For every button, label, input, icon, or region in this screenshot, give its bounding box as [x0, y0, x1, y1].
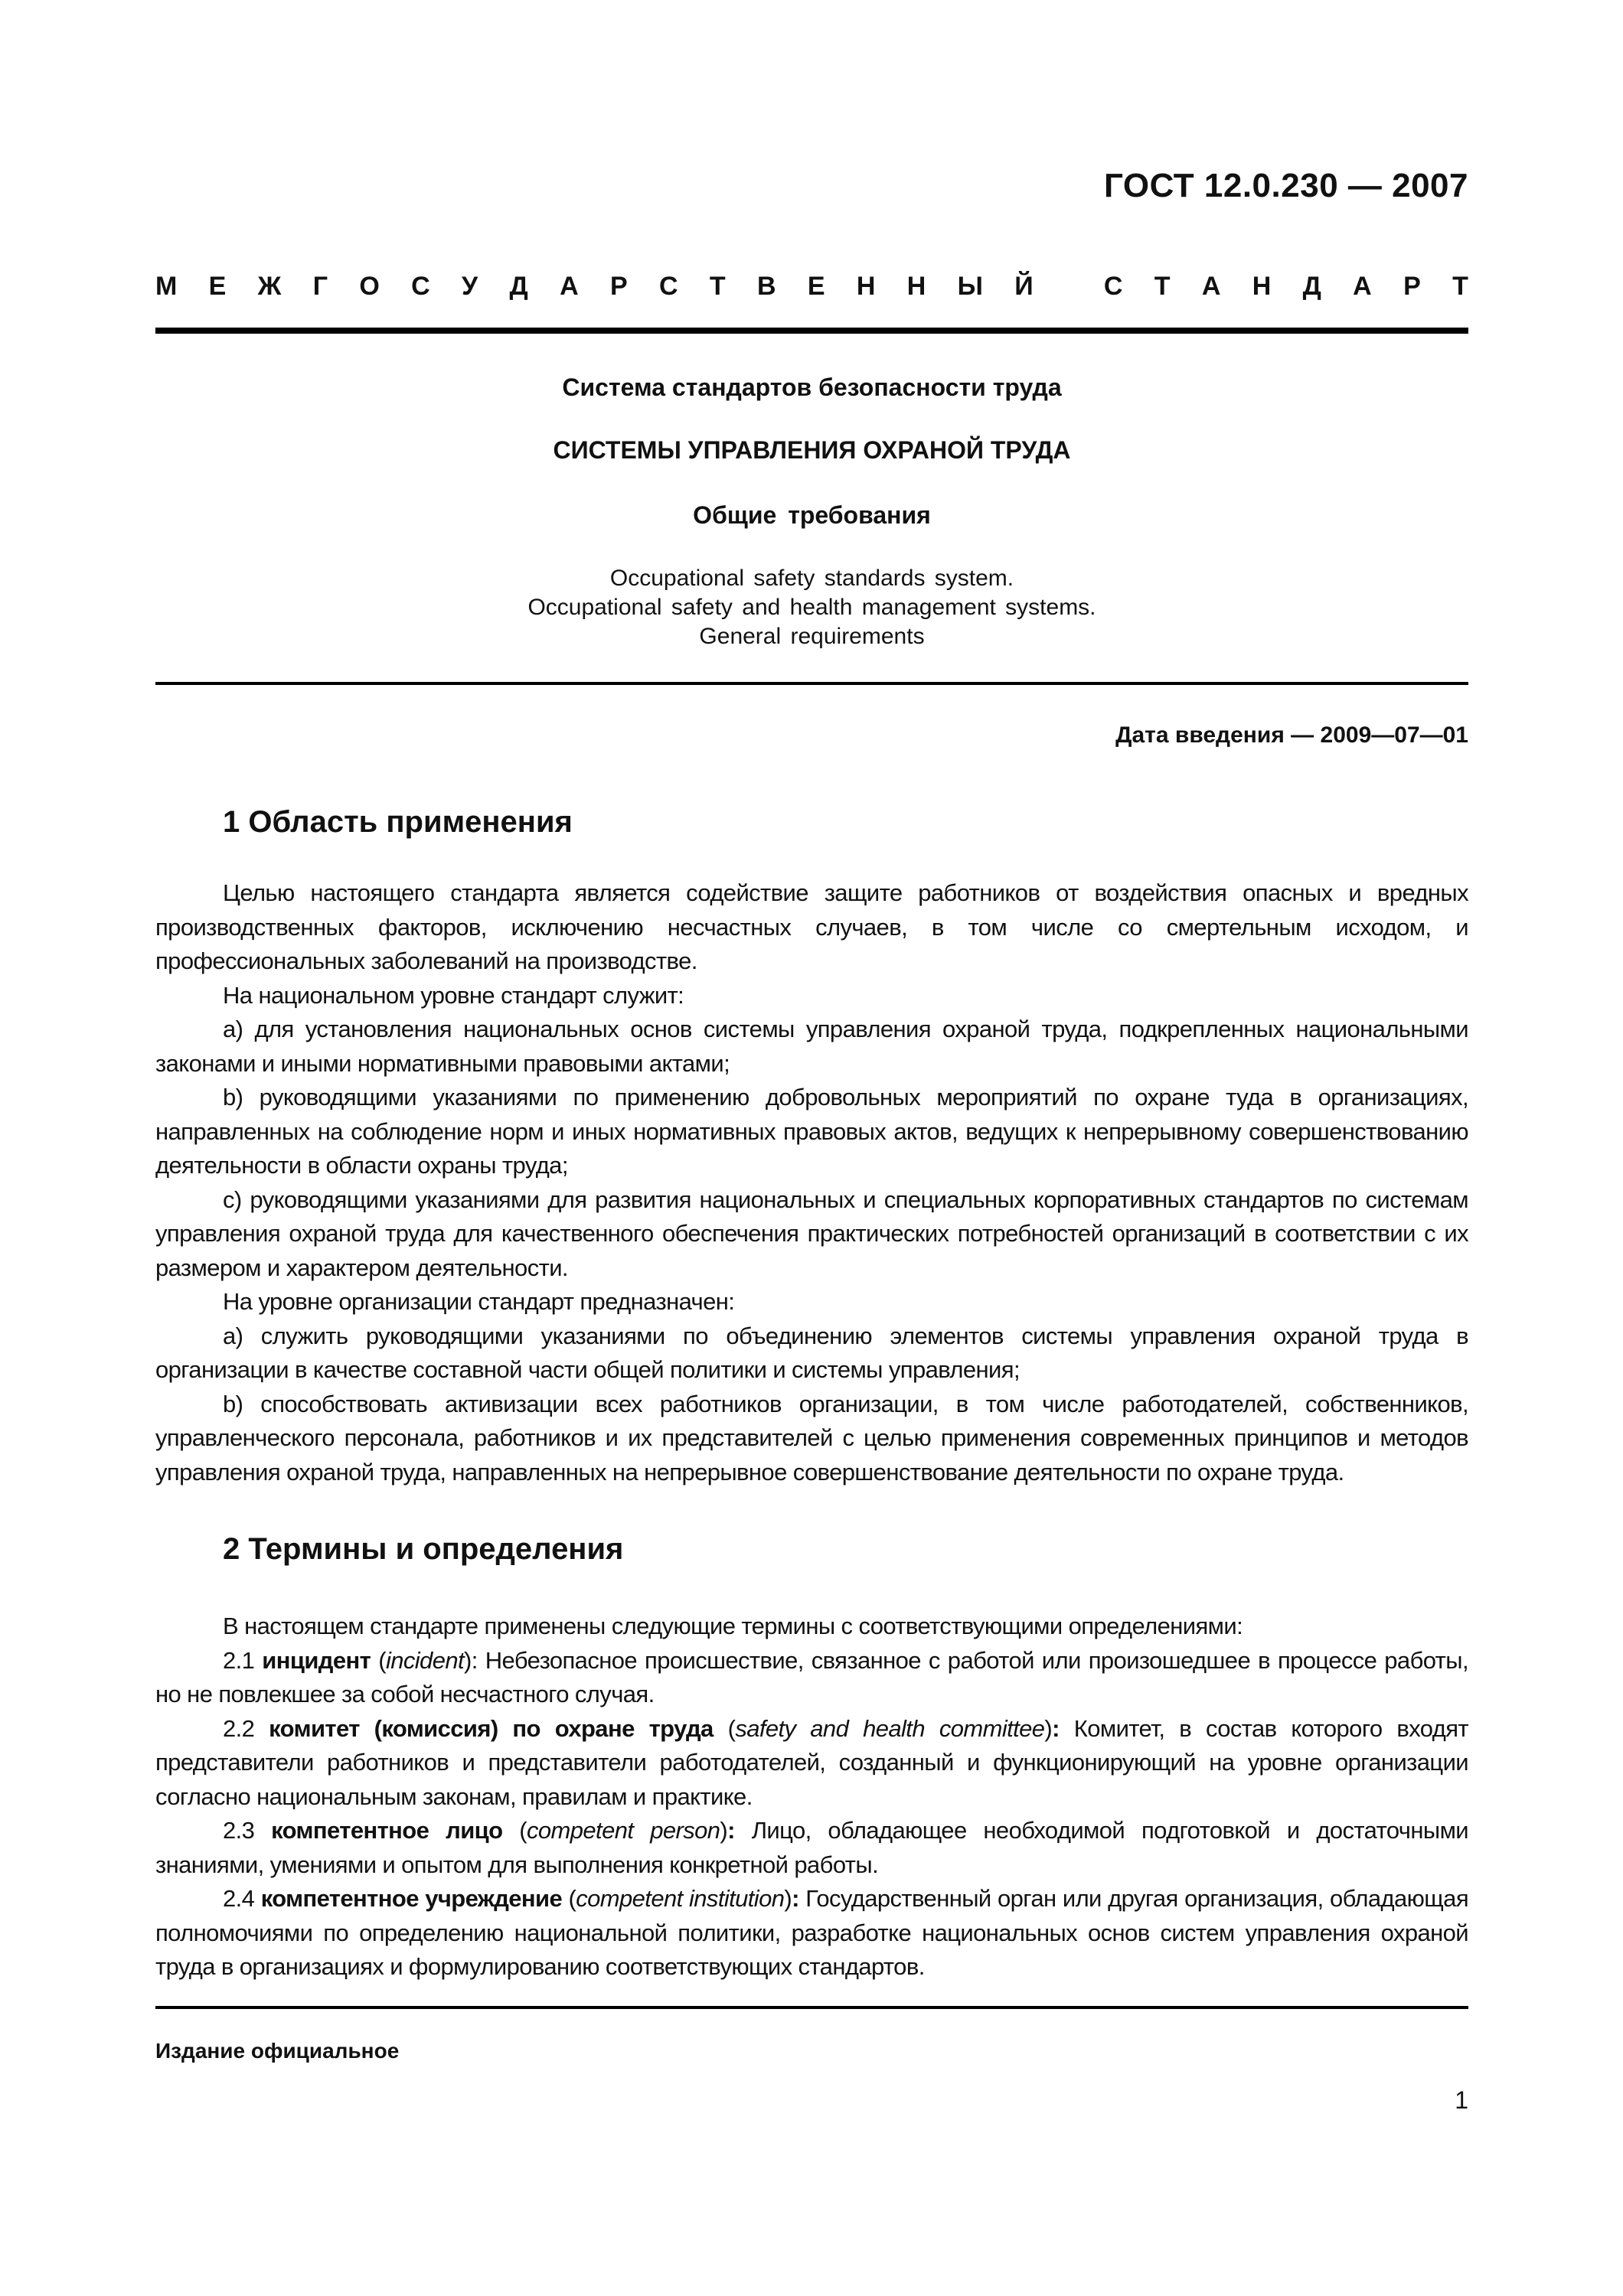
english-title-line: General requirements: [699, 624, 925, 649]
english-title-line: Occupational safety and health management systems.: [527, 595, 1096, 620]
section-2-heading: 2 Термины и определения: [223, 1532, 624, 1566]
banner-letter: О: [359, 272, 380, 301]
term-number: 2.4: [223, 1885, 255, 1912]
banner-letter: А: [1353, 272, 1372, 301]
term-english: competent institution: [576, 1885, 785, 1912]
term-definition: 2.4 компетентное учреждение (competent institution): Государственный орган или другая организация, обладающая полномочиями по определению национальной политики, разработке национальных основ систем управления охраной труда в организациях и формулированию соответствующих стандартов.: [155, 1885, 1469, 1980]
term-name: комитет (комиссия) по охране труда: [269, 1714, 714, 1742]
banner-letter: Н: [906, 272, 926, 301]
term-name: инцидент: [262, 1646, 371, 1674]
english-title-line: Occupational safety standards system.: [609, 566, 1014, 591]
term-english: safety and health committee: [735, 1714, 1045, 1742]
term-english: incident: [385, 1646, 464, 1674]
paragraph: На национальном уровне стандарт служит:: [223, 981, 684, 1009]
banner-letter: Д: [1302, 272, 1321, 301]
banner-letter: С: [1103, 272, 1123, 301]
introduction-date: Дата введения — 2009—07—01: [1115, 722, 1468, 748]
term-definition: 2.1 инцидент (incident): Небезопасное происшествие, связанное с работой или произошедшее в процессе работы, но не повлекшее за собой несчастного случая.: [155, 1646, 1468, 1707]
banner-letter: В: [756, 272, 776, 301]
banner-letter: Ы: [957, 272, 983, 301]
banner-letter: А: [560, 272, 579, 301]
term-definition: 2.2 комитет (комиссия) по охране труда (safety and health committee): Комитет, в состав которого входят представители работников и представители работодателей, созданный и функционирующий на уровне организации согласно национальным законам, правилам и практике.: [155, 1714, 1469, 1810]
term-name: компетентное лицо: [271, 1817, 503, 1844]
banner-letter: Н: [1252, 272, 1272, 301]
banner-letter: А: [1201, 272, 1221, 301]
term-number: 2.1: [223, 1646, 255, 1674]
paragraph: a) для установления национальных основ системы управления охраной труда, подкрепленных национальными законами и иными нормативными правовыми актами;: [155, 1016, 1468, 1077]
section-2-body: [155, 1609, 1468, 1985]
main-title: СИСТЕМЫ УПРАВЛЕНИЯ ОХРАНОЙ ТРУДА: [553, 436, 1071, 464]
term-definition: 2.3 компетентное лицо (competent person): Лицо, обладающее необходимой подготовкой и достаточными знаниями, умениями и опытом для выполнения конкретной работы.: [155, 1817, 1468, 1878]
banner-letter: [1065, 272, 1072, 302]
banner-letter: Г: [312, 272, 328, 301]
series-title: Система стандартов безопасности труда: [562, 373, 1062, 401]
official-edition-label: Издание официальное: [155, 2039, 400, 2063]
banner-letter: С: [411, 272, 430, 301]
banner-letter: Ж: [257, 272, 282, 301]
terms-intro: В настоящем стандарте применены следующие термины с соответствующими определениями:: [223, 1613, 1243, 1639]
banner-letter: Д: [509, 272, 528, 301]
english-title: [155, 564, 1468, 651]
paragraph: Целью настоящего стандарта является содействие защите работников от воздействия опасных и вредных производственных факторов, исключению несчастных случаев, в том числе со смертельным исходом, и профессиональных заболеваний на производстве.: [155, 879, 1468, 974]
header-thick-rule: [155, 328, 1468, 334]
banner-letter: Р: [609, 272, 628, 301]
banner-letter: Й: [1014, 272, 1034, 301]
interstate-standard-banner: [155, 272, 1468, 302]
banner-letter: У: [462, 272, 478, 301]
term-name: компетентное учреждение: [260, 1885, 563, 1912]
banner-letter: М: [155, 272, 178, 301]
banner-letter: Е: [208, 272, 227, 301]
sub-title: Общие требования: [693, 501, 931, 529]
paragraph: На уровне организации стандарт предназначен:: [223, 1288, 735, 1315]
banner-letter: С: [658, 272, 678, 301]
term-number: 2.2: [223, 1714, 255, 1742]
banner-letter: Р: [1403, 272, 1421, 301]
section-1-heading: 1 Область применения: [223, 805, 573, 839]
term-text: Государственный орган или другая организация, обладающая полномочиями по определению национальной политики, разработке национальных основ систем управления охраной труда в организациях и формулированию соответствующих стандартов.: [155, 1885, 1469, 1980]
term-number: 2.3: [223, 1817, 255, 1844]
banner-letter: Т: [709, 272, 726, 301]
paragraph: b) способствовать активизации всех работников организации, в том числе работодателей, собственников, управленческого персонала, работников и их представителей с целью применения современных принципов и методов управления охраной труда, направленных на непрерывное совершенствование деятельности по охране труда.: [155, 1390, 1468, 1486]
term-text: Лицо, обладающее необходимой подготовкой и достаточными знаниями, умениями и опытом для выполнения конкретной работы.: [155, 1817, 1468, 1878]
banner-letter: Т: [1154, 272, 1171, 301]
term-text: Комитет, в состав которого входят представители работников и представители работодателей, созданный и функционирующий на уровне организации согласно национальным законам, правилам и практике.: [155, 1714, 1469, 1810]
section-1-body: [155, 876, 1468, 1489]
paragraph: c) руководящими указаниями для развития национальных и специальных корпоративных стандартов по системам управления охраной труда для качественного обеспечения практических потребностей организаций в соответствии с их размером и характером деятельности.: [155, 1186, 1468, 1281]
paragraph: a) служить руководящими указаниями по объединению элементов системы управления охраной труда в организации в качестве составной части общей политики и системы управления;: [155, 1322, 1468, 1383]
term-text: Небезопасное происшествие, связанное с работой или произошедшее в процессе работы, но не повлекшее за собой несчастного случая.: [155, 1646, 1468, 1707]
banner-letter: Н: [856, 272, 876, 301]
gost-number: ГОСТ 12.0.230 — 2007: [1104, 167, 1468, 204]
page-number: 1: [1455, 2086, 1468, 2114]
footer-rule: [155, 2006, 1468, 2009]
banner-letter: Е: [807, 272, 825, 301]
title-divider-rule: [155, 682, 1468, 685]
term-english: competent person: [527, 1817, 720, 1844]
paragraph: b) руководящими указаниями по применению добровольных мероприятий по охране туда в организациях, направленных на соблюдение норм и иных нормативных правовых актов, ведущих к непрерывному совершенствованию деятельности в области охраны труда;: [155, 1084, 1468, 1179]
banner-letter: Т: [1452, 272, 1468, 301]
